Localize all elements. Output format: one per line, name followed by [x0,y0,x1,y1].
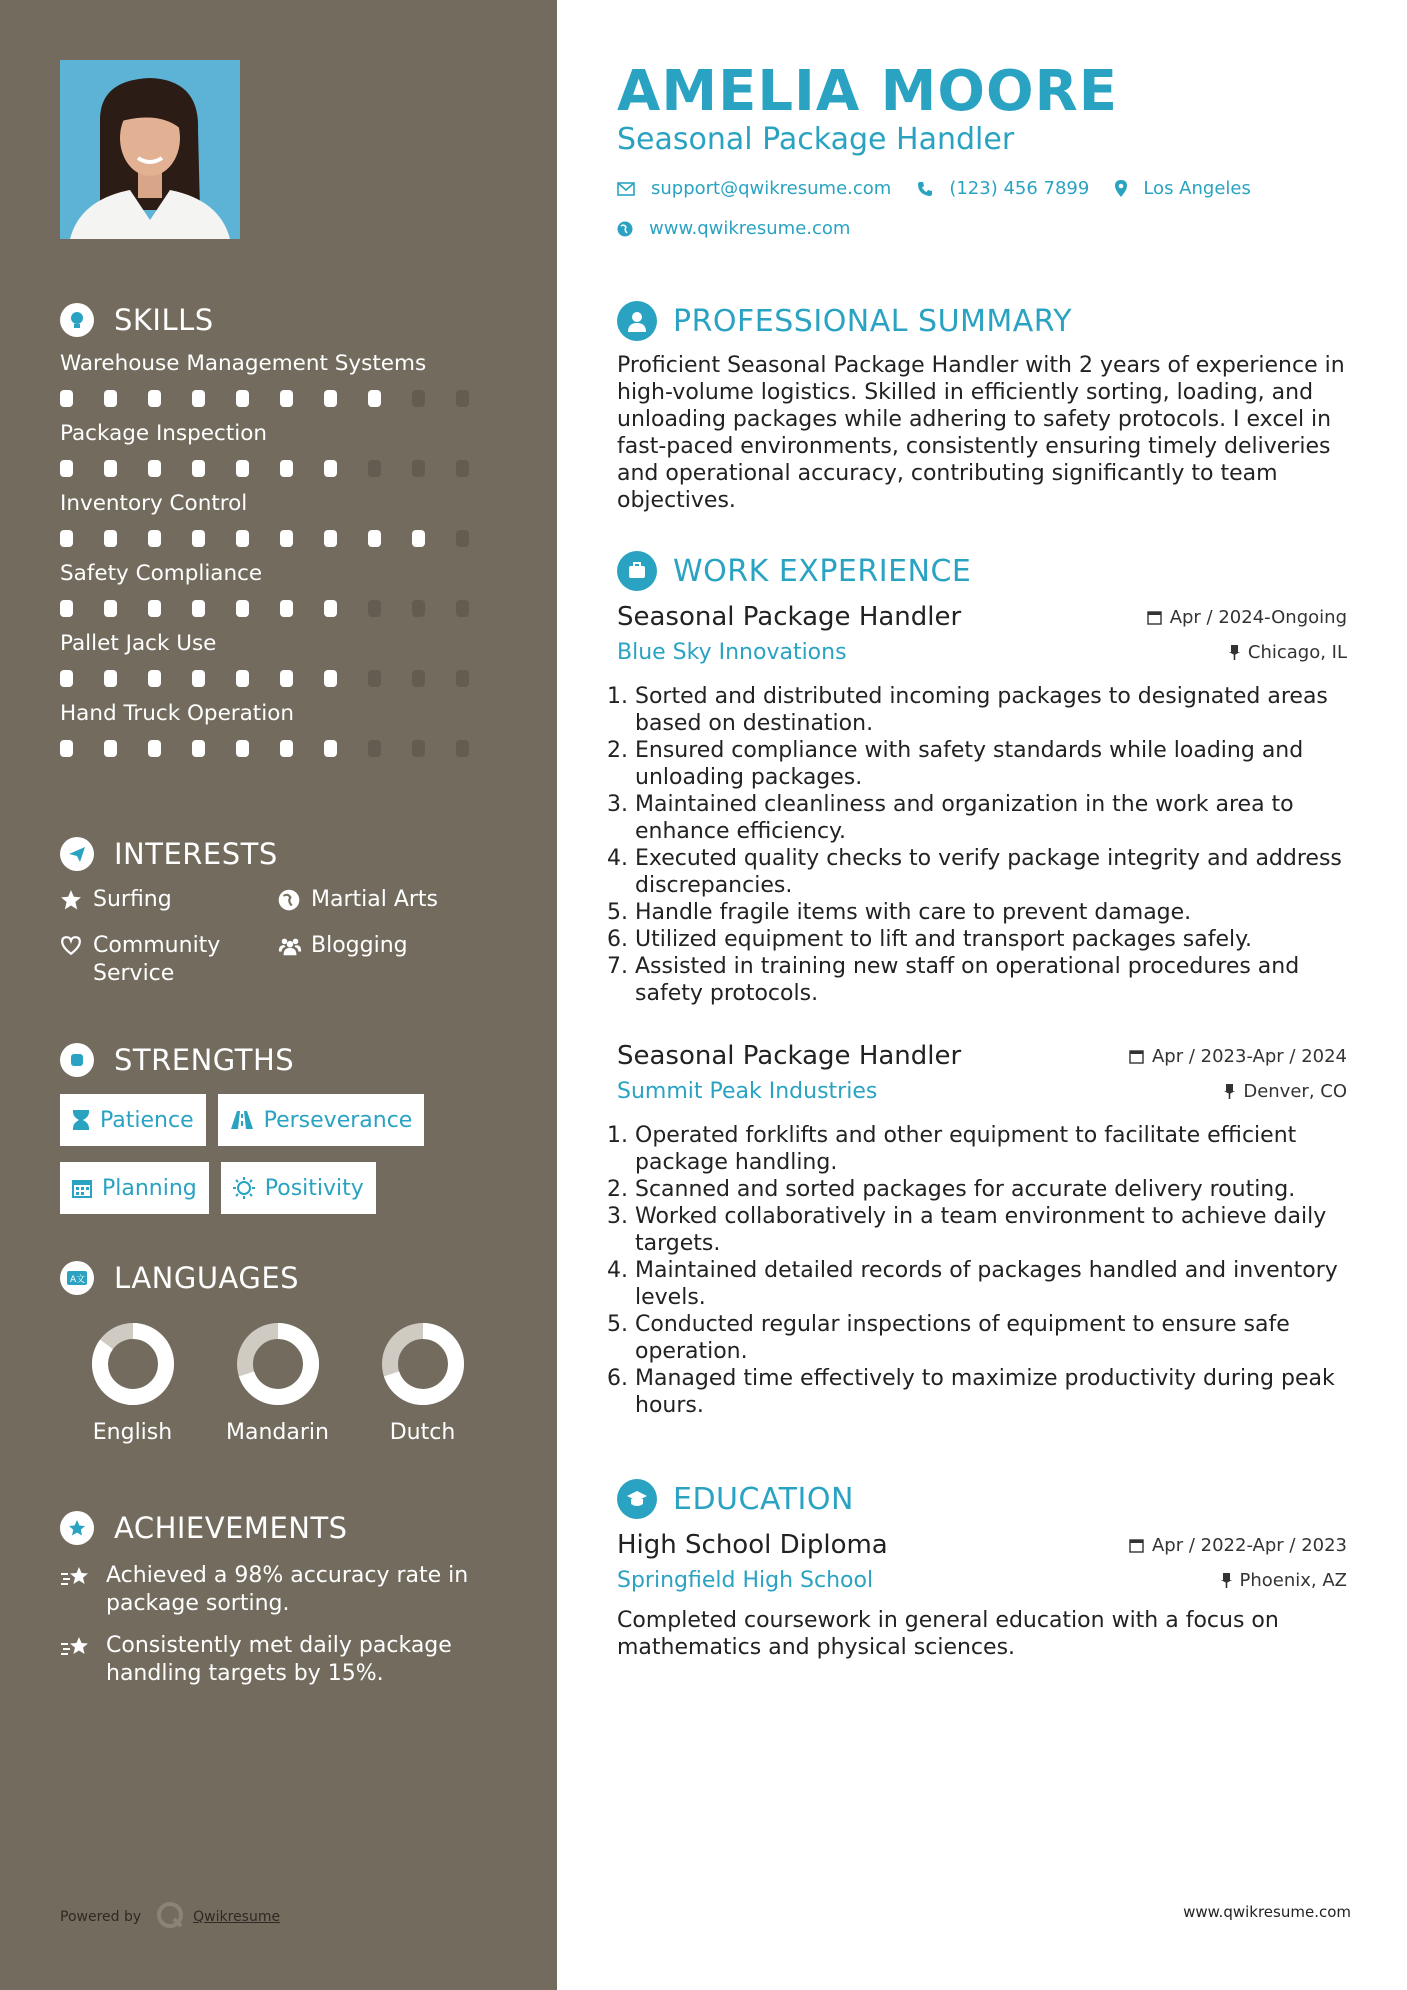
strength-badge [60,1162,209,1214]
globe-icon [617,221,633,237]
skill-dot-empty [456,390,469,407]
strength-label: Perseverance [263,1107,413,1133]
education-date-text: Apr / 2022-Apr / 2023 [1151,1534,1347,1556]
experience-section [617,550,1347,1419]
skill-name: Package Inspection [60,421,268,446]
job-date-text: Apr / 2023-Apr / 2024 [1151,1045,1347,1067]
phone-text: (123) 456 7899 [949,178,1090,199]
achievements-section [60,1508,500,1688]
interests-title: INTERESTS [114,837,278,871]
email-text: support@qwikresume.com [651,178,892,199]
languages-list [60,1322,500,1445]
profile-photo [60,60,240,239]
skill-dot-filled [324,390,337,407]
duty-item: 7. Assisted in training new staff on operational procedures and safety protocols. [635,953,1347,1007]
interest-item [278,932,498,988]
language-name: Mandarin [226,1420,329,1445]
skill-dot-empty [456,740,469,757]
shooting-star-icon [60,1632,94,1664]
strength-label: Patience [100,1107,194,1133]
skill-dot-filled [236,390,249,407]
skill-dot-empty [368,600,381,617]
sun-icon [233,1177,255,1199]
interest-label: Community Service [93,933,221,986]
job-date [1147,607,1347,628]
achievements-list [60,1562,500,1688]
language-name: Dutch [389,1420,456,1445]
summary-header [617,300,1347,342]
education-location [1221,1570,1348,1591]
language-item [205,1322,350,1445]
duty-item: 4. Maintained detailed records of packages handled and inventory levels. [635,1257,1347,1311]
skill-dot-filled [280,670,293,687]
candidate-name: AMELIA MOORE [617,59,1118,124]
education-title: EDUCATION [673,1481,854,1517]
calendar-icon [1147,610,1162,625]
skill-rating [60,600,500,620]
languages-header [60,1258,500,1298]
achievements-title: ACHIEVEMENTS [114,1511,348,1545]
job-date-text: Apr / 2024-Ongoing [1169,606,1347,628]
education-date [1129,1535,1347,1556]
duty-item: 4. Executed quality checks to verify package integrity and address discrepancies. [635,845,1347,899]
calendar-icon [72,1178,92,1198]
education-entry [617,1530,1347,1661]
skill-name: Inventory Control [60,491,248,516]
skill-dot-filled [280,600,293,617]
language-name: English [92,1420,173,1445]
user-icon [617,301,657,341]
skill-dot-filled [236,600,249,617]
interest-label: Surfing [93,887,172,912]
map-pin-icon [1115,180,1127,197]
pin-icon [1221,1573,1232,1588]
lightbulb-icon [60,303,94,337]
skill-dot-filled [324,460,337,477]
users-icon [278,932,302,960]
calendar-icon [1129,1538,1144,1553]
skill-dot-filled [324,600,337,617]
skill-dot-filled [148,740,161,757]
job-location [1229,642,1347,663]
skill-dot-filled [60,740,73,757]
candidate-role: Seasonal Package Handler [617,122,1015,157]
experience-title: WORK EXPERIENCE [673,553,972,589]
svg-text:A文: A文 [70,1275,86,1285]
summary-text: Proficient Seasonal Package Handler with 2 years of experience in high-volume logistics. Skilled in efficiently sorting, loading, and unloading packages while adhering to safety protocols. I excel in fast-paced environments, consistently ensuring timely deliveries and operational accuracy, contributing significantly to team objectives. [617,353,1345,513]
skill-dot-filled [148,460,161,477]
duty-item: 5. Conducted regular inspections of equipment to ensure safe operation. [635,1311,1347,1365]
job-title: Seasonal Package Handler [617,602,962,632]
strengths-list [60,1094,500,1230]
skill-dot-filled [192,390,205,407]
skill-rating [60,390,500,410]
skill-dot-filled [60,390,73,407]
skill-dot-filled [192,670,205,687]
skill-dot-empty [456,530,469,547]
skill-dot-filled [60,600,73,617]
globe-icon [278,886,302,914]
skill-dot-filled [148,390,161,407]
skill-dot-filled [280,530,293,547]
skill-rating [60,460,500,480]
job-entry [617,602,1347,1007]
languages-title: LANGUAGES [114,1261,300,1295]
skills-section [60,300,500,760]
strengths-header [60,1040,500,1080]
powered-by-label: Powered by [60,1909,142,1925]
skill-dot-filled [60,460,73,477]
skill-dot-filled [324,740,337,757]
star-icon [60,886,84,914]
trophy-star-icon [60,1511,94,1545]
interest-label: Martial Arts [311,887,439,912]
skill-dot-filled [236,670,249,687]
skill-dot-filled [280,740,293,757]
strength-label: Positivity [264,1175,364,1201]
skill-dot-empty [456,670,469,687]
phone-icon [917,181,933,197]
skill-dot-filled [104,530,117,547]
skill-dot-filled [324,530,337,547]
website-row [617,218,876,239]
language-gauge [236,1322,320,1406]
skill-dot-filled [148,600,161,617]
skill-dot-filled [192,600,205,617]
skill-name: Hand Truck Operation [60,701,294,726]
skill-dot-empty [368,460,381,477]
degree-title: High School Diploma [617,1530,888,1560]
skill-dot-filled [104,740,117,757]
phone-item[interactable] [917,178,1089,199]
duty-item: 6. Utilized equipment to lift and transport packages safely. [635,926,1347,953]
achievement-item [60,1632,500,1688]
skill-dot-filled [236,740,249,757]
website-text: www.qwikresume.com [649,218,851,239]
powered-by [60,1900,280,1934]
language-icon [60,1261,94,1295]
main-content [557,0,1407,1990]
job-duties [617,1122,1347,1419]
footer-url[interactable]: www.qwikresume.com [1183,1903,1351,1921]
duty-item: 3. Maintained cleanliness and organization in the work area to enhance efficiency. [635,791,1347,845]
skill-dot-empty [412,740,425,757]
skills-list [60,350,500,760]
calendar-icon [1129,1049,1144,1064]
job-location [1224,1081,1347,1102]
skill-dot-empty [368,670,381,687]
duty-item: 2. Scanned and sorted packages for accurate delivery routing. [635,1176,1347,1203]
contact-row [617,178,1277,199]
skill-dot-filled [368,390,381,407]
language-gauge [91,1322,175,1406]
duty-item: 1. Operated forklifts and other equipment to facilitate efficient package handling. [635,1122,1347,1176]
envelope-icon [617,182,635,196]
education-header [617,1478,1347,1520]
qwikresume-logo-icon [155,1900,185,1934]
skill-dot-filled [192,530,205,547]
duty-item: 3. Worked collaboratively in a team environment to achieve daily targets. [635,1203,1347,1257]
skill-rating [60,670,500,690]
duty-item: 5. Handle fragile items with care to prevent damage. [635,899,1347,926]
achievements-header [60,1508,500,1548]
strength-badge [218,1094,425,1146]
skill-dot-empty [412,460,425,477]
skill-dot-filled [148,530,161,547]
skill-name: Safety Compliance [60,561,263,586]
pin-icon [1224,1084,1235,1099]
strengths-section [60,1040,500,1230]
interests-header [60,834,500,874]
skill-dot-filled [236,530,249,547]
road-icon [230,1110,254,1130]
strengths-title: STRENGTHS [114,1043,295,1077]
summary-title: PROFESSIONAL SUMMARY [673,303,1073,339]
languages-section [60,1258,500,1445]
jobs-list [617,602,1347,1419]
job-title: Seasonal Package Handler [617,1041,962,1071]
education-text: Completed coursework in general education with a focus on mathematics and physical sciences. [617,1608,1279,1660]
hourglass-icon [72,1109,90,1131]
language-gauge [381,1322,465,1406]
location-item [1115,178,1251,199]
skill-dot-filled [104,670,117,687]
interest-item [60,886,278,914]
achievement-item [60,1562,500,1618]
skill-dot-filled [104,460,117,477]
fist-icon [60,1043,94,1077]
summary-section [617,300,1347,514]
job-location-text: Denver, CO [1243,1081,1347,1102]
skill-dot-empty [412,600,425,617]
company-name: Summit Peak Industries [617,1079,878,1104]
strength-badge [60,1094,206,1146]
skill-dot-filled [60,530,73,547]
email-item[interactable] [617,178,891,199]
interest-item [60,932,278,988]
interest-label: Blogging [311,933,408,958]
school-name: Springfield High School [617,1568,874,1593]
duty-item: 2. Ensured compliance with safety standards while loading and unloading packages. [635,737,1347,791]
skill-dot-filled [280,390,293,407]
skill-dot-filled [368,530,381,547]
skill-dot-filled [192,460,205,477]
skill-dot-filled [104,600,117,617]
job-duties [617,683,1347,1007]
skill-dot-filled [192,740,205,757]
graduation-icon [617,1479,657,1519]
skill-dot-empty [456,460,469,477]
language-item [60,1322,205,1445]
skill-dot-empty [412,390,425,407]
skill-name: Warehouse Management Systems [60,351,427,376]
skill-dot-filled [324,670,337,687]
skill-dot-filled [148,670,161,687]
strength-label: Planning [102,1175,197,1201]
achievement-text: Achieved a 98% accuracy rate in package sorting. [106,1563,469,1616]
location-text: Los Angeles [1143,178,1251,199]
skill-dot-empty [456,600,469,617]
skill-dot-filled [280,460,293,477]
education-location-text: Phoenix, AZ [1239,1570,1347,1591]
briefcase-icon [617,551,657,591]
interest-item [278,886,498,914]
strength-badge [221,1162,376,1214]
achievement-text: Consistently met daily package handling targets by 15%. [106,1633,452,1686]
skill-dot-filled [104,390,117,407]
experience-header [617,550,1347,592]
job-entry [617,1041,1347,1419]
language-item [350,1322,495,1445]
pin-icon [1229,645,1240,660]
website-item[interactable] [617,218,850,239]
paper-plane-icon [60,837,94,871]
interests-list [60,886,500,988]
company-name: Blue Sky Innovations [617,640,847,665]
skill-dot-filled [236,460,249,477]
skill-rating [60,530,500,550]
sidebar [0,0,557,1990]
skill-dot-empty [368,740,381,757]
shooting-star-icon [60,1562,94,1594]
qwikresume-link[interactable]: Qwikresume [193,1909,281,1925]
skill-name: Pallet Jack Use [60,631,217,656]
skill-dot-empty [412,670,425,687]
skill-dot-filled [412,530,425,547]
education-section [617,1478,1347,1661]
job-location-text: Chicago, IL [1247,642,1347,663]
skill-dot-filled [60,670,73,687]
duty-item: 6. Managed time effectively to maximize productivity during peak hours. [635,1365,1347,1419]
skills-title: SKILLS [114,303,214,337]
duty-item: 1. Sorted and distributed incoming packages to designated areas based on destination. [635,683,1347,737]
job-date [1129,1046,1347,1067]
skill-rating [60,740,500,760]
interests-section [60,834,500,988]
skills-header [60,300,500,340]
heart-icon [60,932,84,960]
